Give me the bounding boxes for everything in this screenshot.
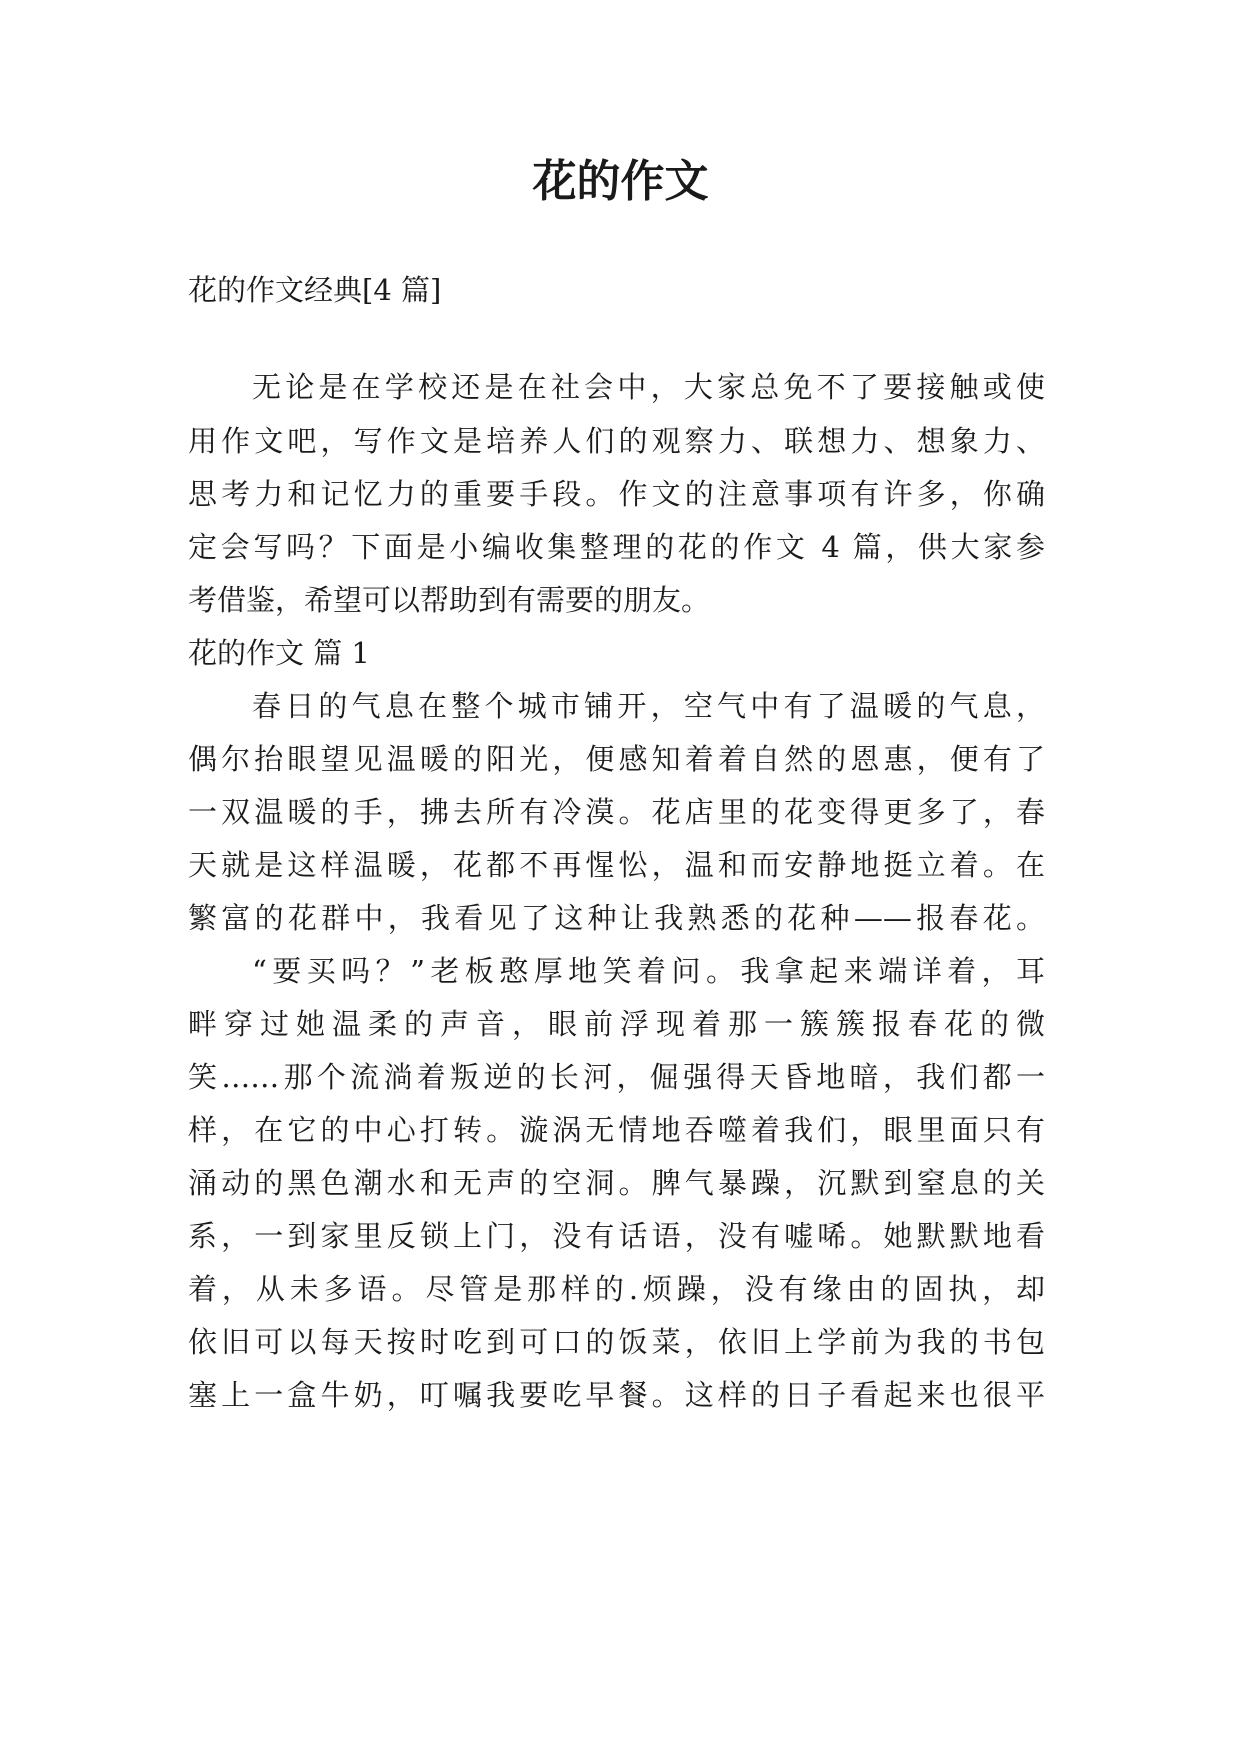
- paragraph-line: 塞上一盒牛奶，叮嘱我要吃早餐。这样的日子看起来也很平: [188, 1378, 1045, 1412]
- paragraph-line: 样，在它的中心打转。漩涡无情地吞噬着我们，眼里面只有: [188, 1113, 1045, 1147]
- paragraph-line: 系，一到家里反锁上门，没有话语，没有嘘唏。她默默地看: [188, 1219, 1045, 1253]
- intro-line: 思考力和记忆力的重要手段。作文的注意事项有许多，你确: [188, 477, 1045, 511]
- paragraph-line: 依旧可以每天按时吃到可口的饭菜，依旧上学前为我的书包: [188, 1325, 1045, 1359]
- paragraph-line: “要买吗？”老板憨厚地笑着问。我拿起来端详着，耳: [252, 954, 1045, 988]
- paragraph-line: 着，从未多语。尽管是那样的.烦躁，没有缘由的固执，却: [188, 1272, 1045, 1306]
- paragraph-line: 涌动的黑色潮水和无声的空洞。脾气暴躁，沉默到窒息的关: [188, 1166, 1045, 1200]
- intro-line: 无论是在学校还是在社会中，大家总免不了要接触或使: [252, 370, 1045, 404]
- paragraph-line: 繁富的花群中，我看见了这种让我熟悉的花种——报春花。: [188, 901, 1045, 935]
- document-subtitle: 花的作文经典[4 篇]: [188, 273, 442, 307]
- intro-line: 用作文吧，写作文是培养人们的观察力、联想力、想象力、: [188, 424, 1045, 458]
- paragraph-line: 春日的气息在整个城市铺开，空气中有了温暖的气息，: [252, 689, 1045, 723]
- paragraph-line: 笑……那个流淌着叛逆的长河，倔强得天昏地暗，我们都一: [188, 1060, 1045, 1094]
- paragraph-line: 偶尔抬眼望见温暖的阳光，便感知着着自然的恩惠，便有了: [188, 742, 1045, 776]
- document-title: 花的作文: [532, 156, 709, 207]
- paragraph-line: 畔穿过她温柔的声音，眼前浮现着那一簇簇报春花的微: [188, 1007, 1045, 1041]
- section-heading: 花的作文 篇 1: [188, 636, 370, 670]
- paragraph-line: 一双温暖的手，拂去所有冷漠。花店里的花变得更多了，春: [188, 795, 1045, 829]
- intro-line: 考借鉴，希望可以帮助到有需要的朋友。: [188, 583, 711, 617]
- intro-line: 定会写吗？下面是小编收集整理的花的作文 4 篇，供大家参: [188, 530, 1045, 564]
- paragraph-line: 天就是这样温暖，花都不再惺忪，温和而安静地挺立着。在: [188, 848, 1045, 882]
